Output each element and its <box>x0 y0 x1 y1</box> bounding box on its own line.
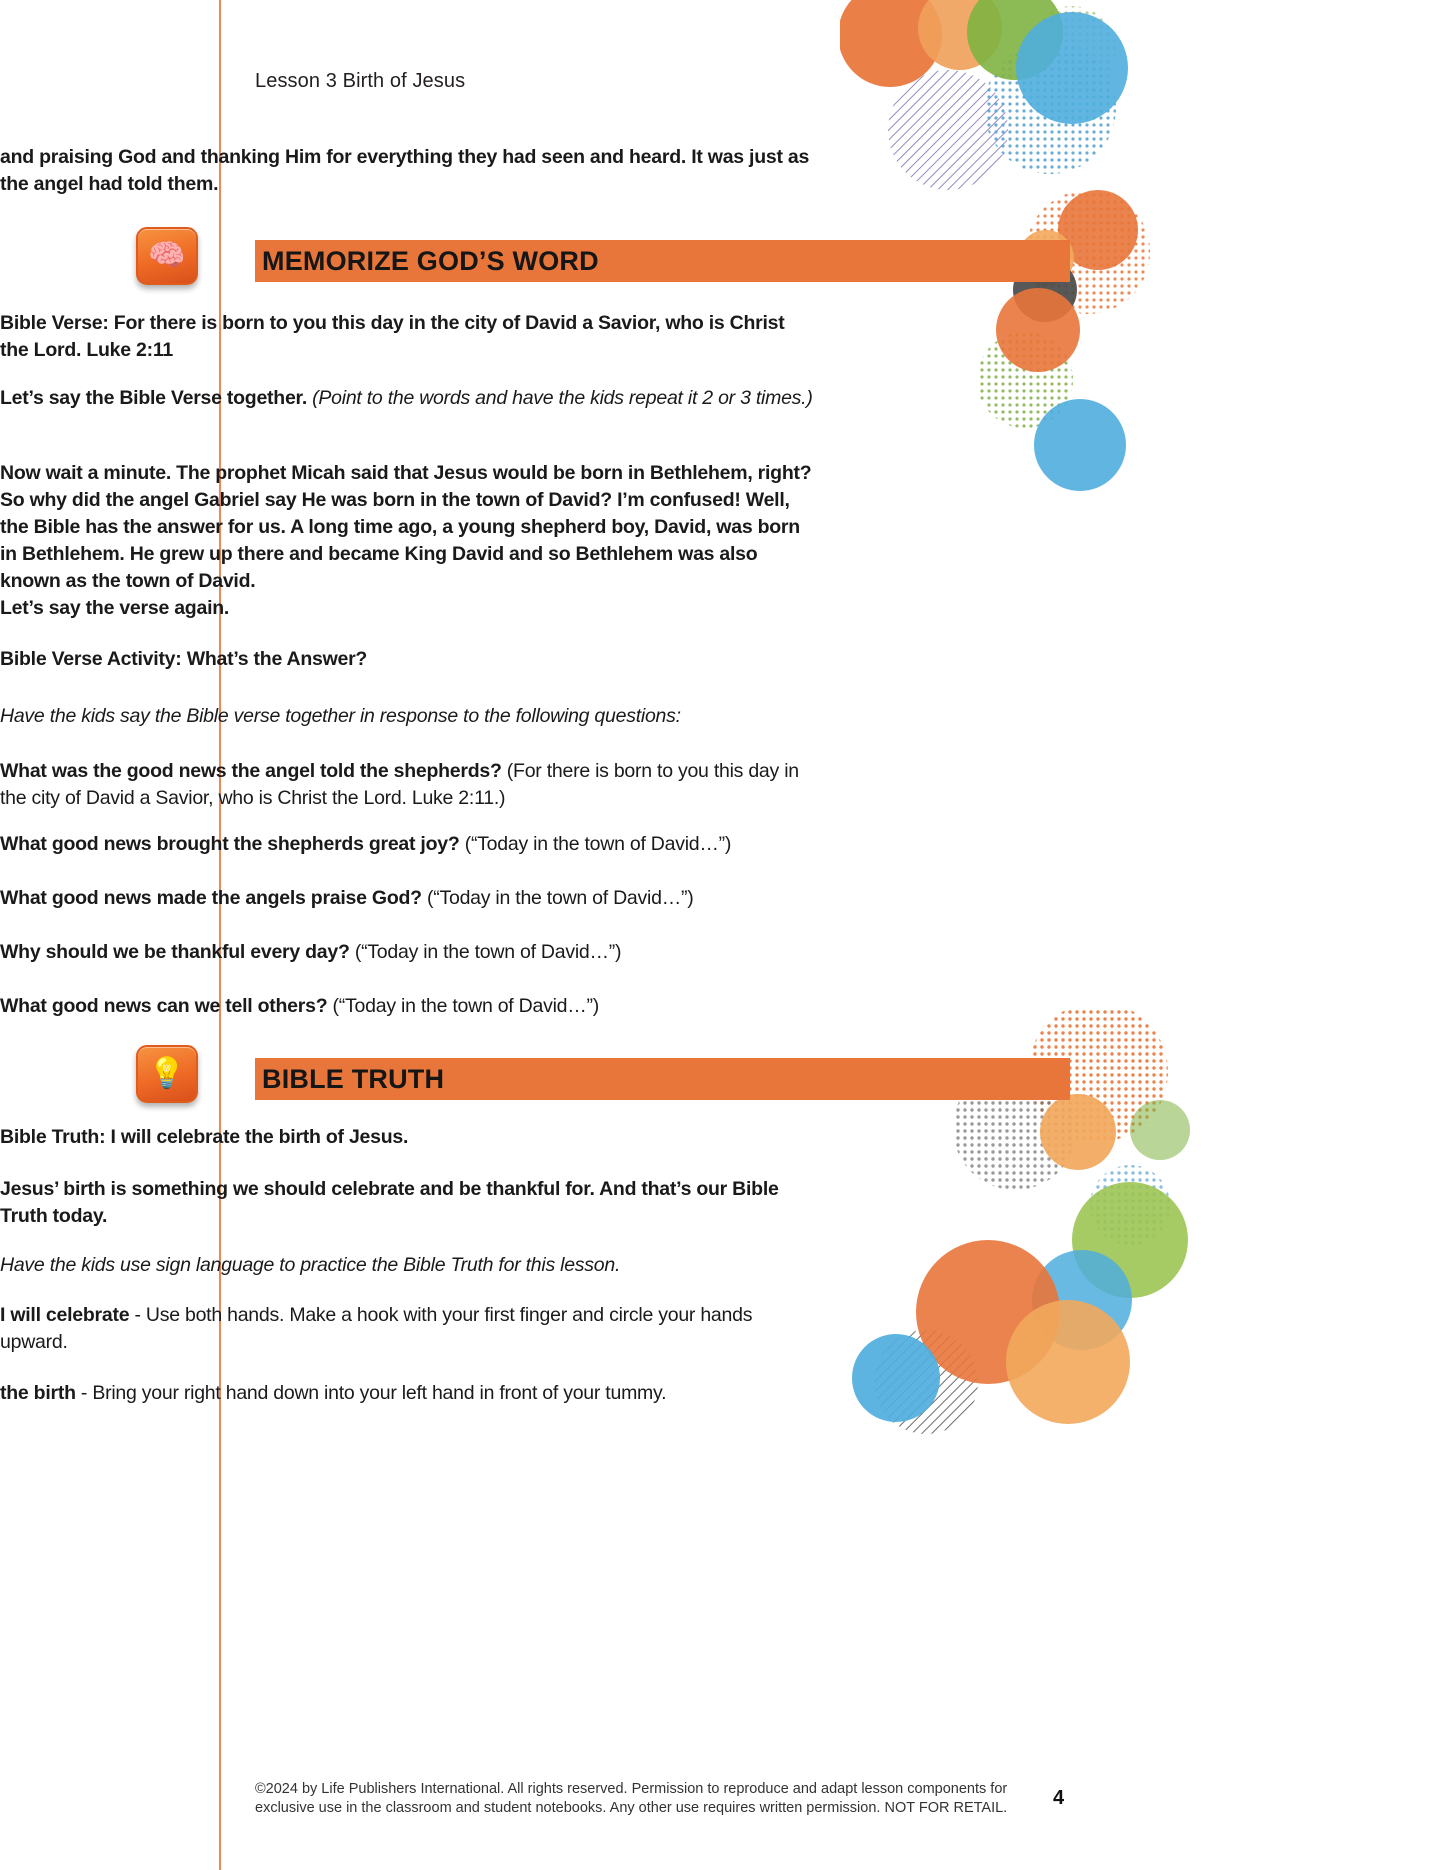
say-together-line <box>0 385 815 412</box>
intro-paragraph: and praising God and thanking Him for everything they had seen and heard. It was just as the angel had told them. <box>0 146 810 195</box>
question-item-3 <box>0 885 815 912</box>
say-verse-again-text: Let’s say the verse again. <box>0 597 230 619</box>
question-text-3: What good news made the angels praise God? <box>0 887 422 909</box>
section-header-bible-truth <box>255 1058 1070 1100</box>
sign-phrase-1: I will celebrate <box>0 1304 130 1326</box>
answer-text-3: (“Today in the town of David…”) <box>421 887 694 909</box>
answer-text-2: (“Today in the town of David…”) <box>459 833 732 855</box>
question-text-5: What good news can we tell others? <box>0 995 328 1017</box>
answer-text-4: (“Today in the town of David…”) <box>349 941 622 963</box>
activity-title: Bible Verse Activity: What’s the Answer? <box>0 648 368 670</box>
bible-verse-text: Bible Verse: For there is born to you this day in the city of David a Savior, who is Christ the Lord. Luke 2:11 <box>0 312 785 361</box>
question-item-4 <box>0 939 815 966</box>
question-text-2: What good news brought the shepherds great joy? <box>0 833 460 855</box>
lightbulb-icon: 💡 <box>148 1057 186 1090</box>
lesson-header: Lesson 3 Birth of Jesus <box>255 70 466 92</box>
question-text-1: What was the good news the angel told the shepherds? <box>0 760 502 782</box>
say-together-bold: Let’s say the Bible Verse together. <box>0 387 307 409</box>
answer-text-5: (“Today in the town of David…”) <box>327 995 599 1017</box>
activity-instruction: Have the kids say the Bible verse together in response to the following questions: <box>0 705 681 727</box>
bible-truth-paragraph: Jesus’ birth is something we should celebrate and be thankful for. And that’s our Bible Truth today. <box>0 1178 779 1227</box>
page-number: 4 <box>1053 1787 1065 1809</box>
section-title-bible-truth: BIBLE TRUTH <box>262 1063 445 1094</box>
bible-truth-instruction: Have the kids use sign language to practice the Bible Truth for this lesson. <box>0 1254 621 1276</box>
question-item-1 <box>0 758 815 812</box>
explanation-paragraph <box>0 460 815 622</box>
footer-copyright: ©2024 by Life Publishers International. All rights reserved. Permission to reproduce and adapt lesson components for exclusive use in the classroom and student notebooks. Any other use requires written permission. NOT FOR RETAIL. <box>255 1781 1008 1816</box>
section-title-memorize: MEMORIZE GOD’S WORD <box>262 245 599 276</box>
brain-icon: 🧠 <box>148 239 186 272</box>
bible-truth-section-badge <box>136 1045 198 1103</box>
question-text-4: Why should we be thankful every day? <box>0 941 350 963</box>
decorative-circles-top <box>840 0 1160 590</box>
sign-description-1: - Use both hands. Make a hook with your first finger and circle your hands upward. <box>0 1304 753 1353</box>
memorize-section-badge <box>136 227 198 285</box>
left-margin-rule <box>219 0 221 1870</box>
question-item-5 <box>0 993 815 1020</box>
section-header-memorize <box>255 240 1070 282</box>
explanation-text: Now wait a minute. The prophet Micah said that Jesus would be born in Bethlehem, right? So why did the angel Gabriel say He was born in the town of David? I’m confused! Well, the Bible has the answer for us. A long time ago, a young shepherd boy, David, was born in Bethlehem. He grew up there and became King David and so Bethlehem was also known as the town of David. <box>0 462 812 592</box>
sign-item-2 <box>0 1380 815 1407</box>
sign-description-2: - Bring your right hand down into your left hand in front of your tummy. <box>75 1382 667 1404</box>
question-item-2 <box>0 831 815 858</box>
answer-text-1: (For there is born to you this day in the city of David a Savior, who is Christ the Lord. Luke 2:11.) <box>0 760 799 809</box>
say-together-italic: (Point to the words and have the kids repeat it 2 or 3 times.) <box>306 387 813 409</box>
sign-item-1 <box>0 1302 815 1356</box>
sign-phrase-2: the birth <box>0 1382 76 1404</box>
bible-truth-statement: Bible Truth: I will celebrate the birth of Jesus. <box>0 1126 409 1148</box>
